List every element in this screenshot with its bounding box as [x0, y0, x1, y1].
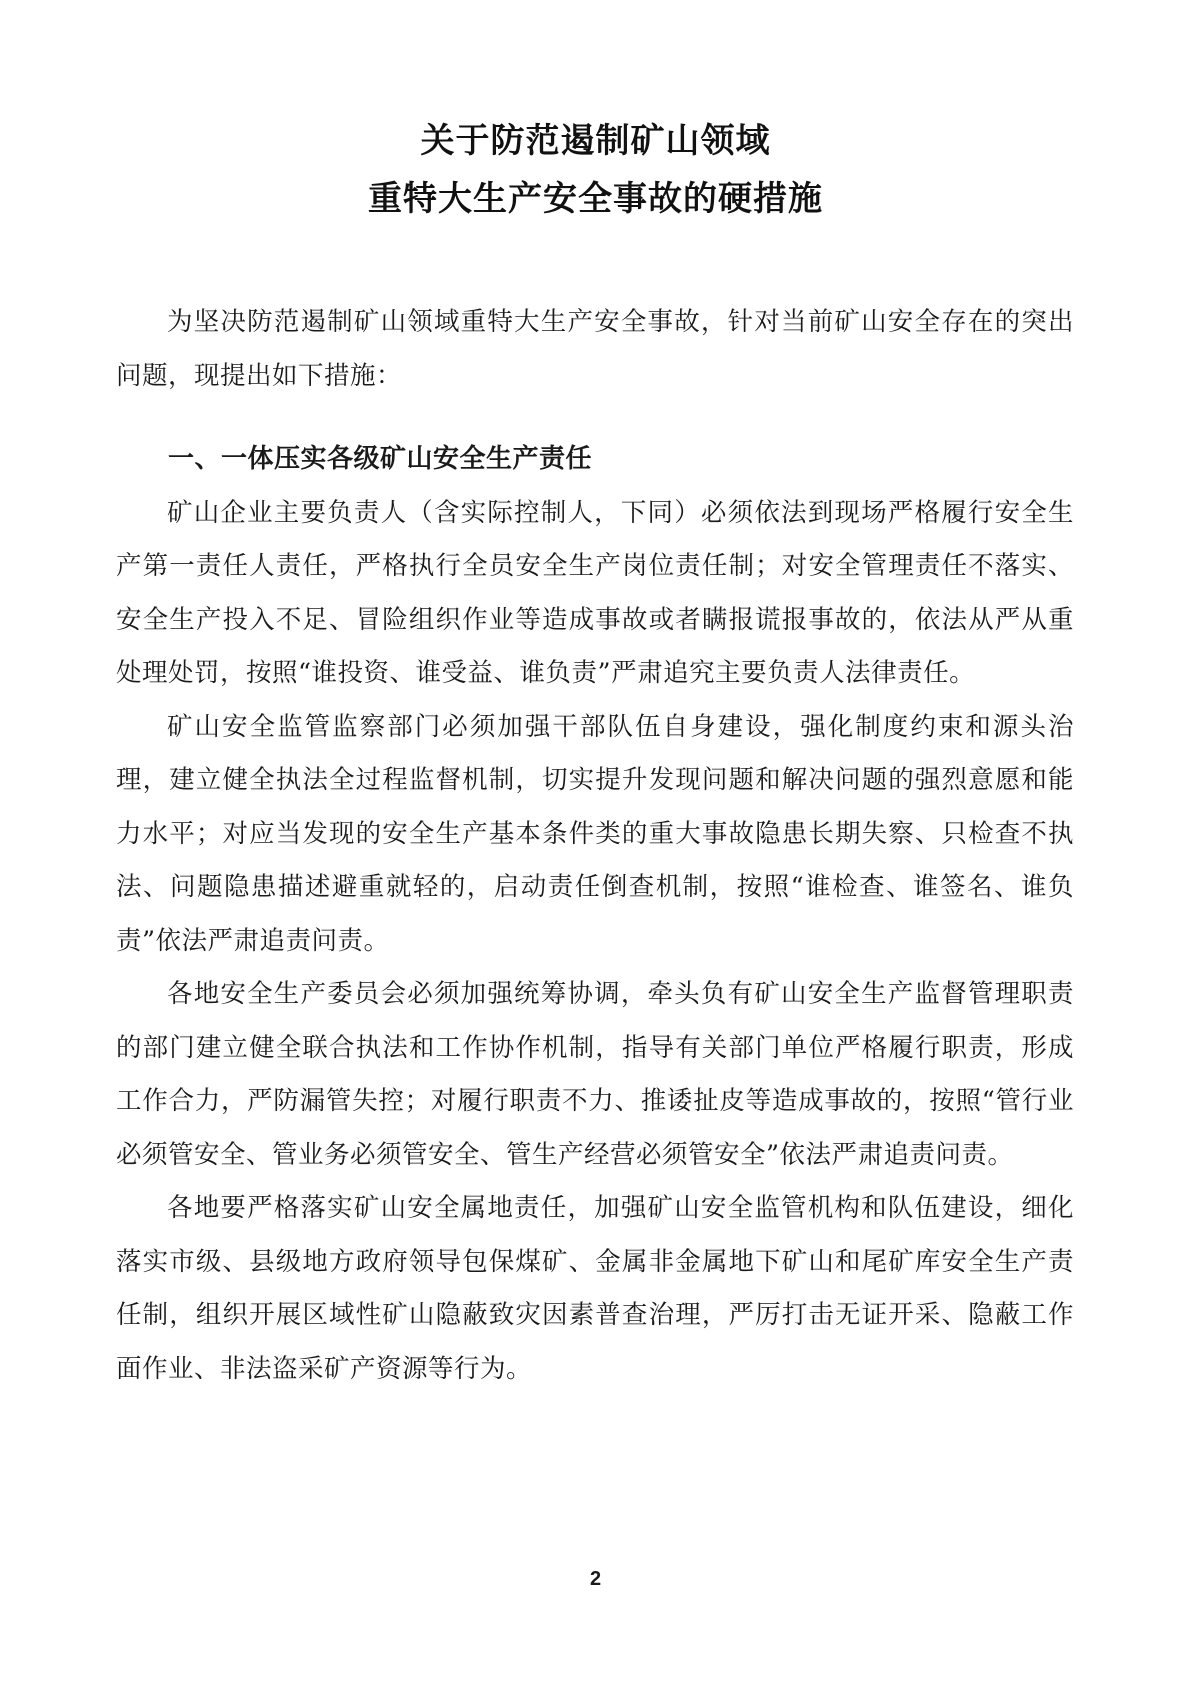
body-paragraph-3: 各地安全生产委员会必须加强统筹协调，牵头负有矿山安全生产监督管理职责的部门建立健全联合执法和工作协作机制，指导有关部门单位严格履行职责，形成工作合力，严防漏管失控；对履行职责不力、推诿扯皮等造成事故的，按照“管行业必须管安全、管业务必须管安全、管生产经营必须管安全”依法严肃追责问责。 [116, 979, 1074, 1170]
page-number: 2 [589, 1568, 602, 1590]
section-heading: 一、一体压实各级矿山安全生产责任 [168, 444, 593, 474]
body-paragraph-1: 矿山企业主要负责人（含实际控制人，下同）必须依法到现场严格履行安全生产第一责任人责任，严格执行全员安全生产岗位责任制；对安全管理责任不落实、安全生产投入不足、冒险组织作业等造成事故或者瞒报谎报事故的，依法从严从重处理处罚，按照“谁投资、谁受益、谁负责”严肃追究主要负责人法律责任。 [116, 497, 1074, 688]
title-line-2: 重特大生产安全事故的硬措施 [368, 179, 823, 219]
document-body [116, 296, 1074, 1396]
document-title [0, 112, 1191, 228]
body-paragraph-4: 各地要严格落实矿山安全属地责任，加强矿山安全监管机构和队伍建设，细化落实市级、县级地方政府领导包保煤矿、金属非金属地下矿山和尾矿库安全生产责任制，组织开展区域性矿山隐蔽致灾因素普查治理，严厉打击无证开采、隐蔽工作面作业、非法盗采矿产资源等行为。 [116, 1193, 1074, 1384]
title-line-1: 关于防范遏制矿山领域 [420, 121, 771, 161]
intro-paragraph: 为坚决防范遏制矿山领域重特大生产安全事故，针对当前矿山安全存在的突出问题，现提出如下措施： [116, 307, 1074, 391]
body-paragraph-2: 矿山安全监管监察部门必须加强干部队伍自身建设，强化制度约束和源头治理，建立健全执法全过程监督机制，切实提升发现问题和解决问题的强烈意愿和能力水平；对应当发现的安全生产基本条件类的重大事故隐患长期失察、只检查不执法、问题隐患描述避重就轻的，启动责任倒查机制，按照“谁检查、谁签名、谁负责”依法严肃追责问责。 [116, 711, 1074, 956]
